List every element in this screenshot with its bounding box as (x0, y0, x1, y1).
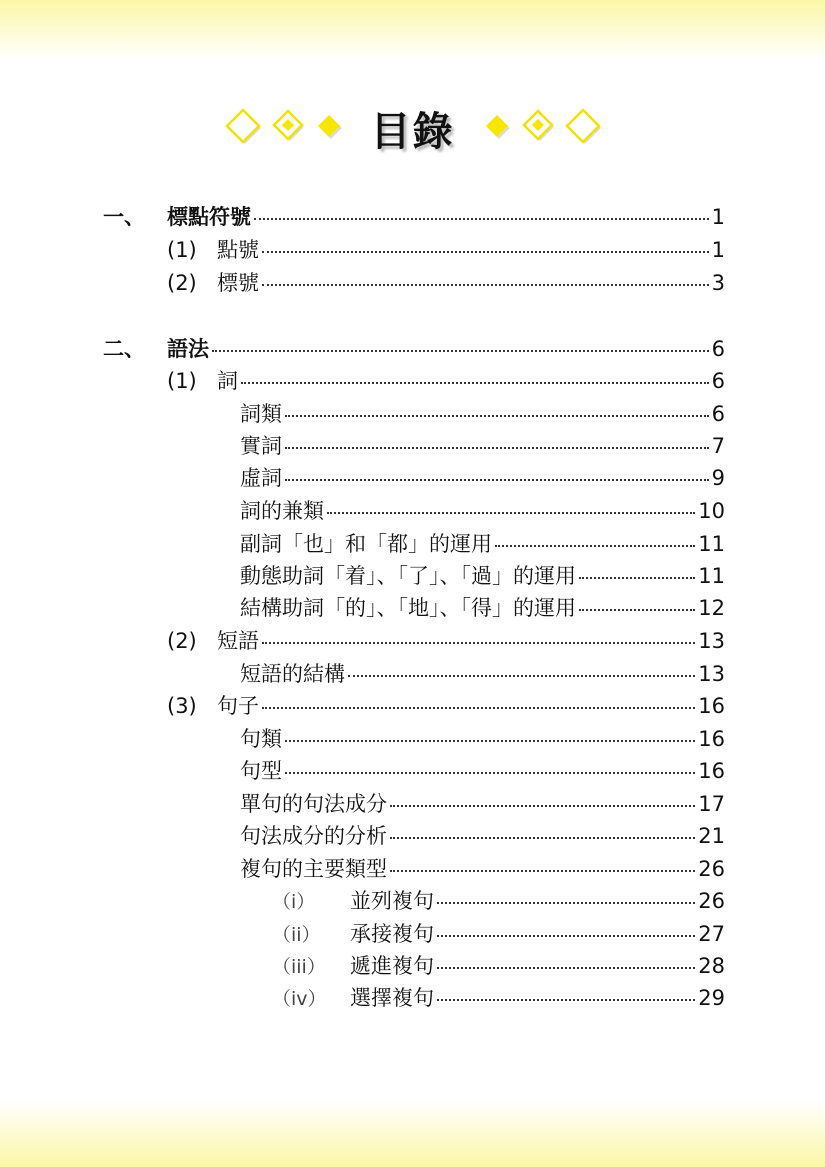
entry-title: 短語的結構 (240, 662, 345, 686)
entry-title: 短語 (217, 629, 259, 653)
dot-leader (254, 218, 709, 220)
toc-entry[interactable] (167, 627, 725, 655)
toc-entry[interactable] (240, 497, 725, 525)
page-number: 13 (698, 662, 725, 686)
page-number: 17 (698, 792, 725, 816)
dot-leader (495, 545, 695, 547)
page-number: 12 (698, 596, 725, 620)
page-number: 28 (698, 954, 725, 978)
toc-entry[interactable] (272, 984, 725, 1012)
solid-diamond-icon (313, 112, 345, 144)
entry-title: 詞類 (240, 402, 282, 426)
page-number: 6 (711, 337, 725, 361)
toc-entry[interactable] (240, 790, 725, 818)
title-bar (0, 98, 825, 158)
entry-title: 點號 (217, 238, 259, 262)
entry-title: 遞進複句 (350, 954, 434, 978)
solid-diamond-icon (481, 112, 513, 144)
entry-title: 承接複句 (350, 922, 434, 946)
entry-title: 句法成分的分析 (240, 824, 387, 848)
entry-title: 標號 (217, 271, 259, 295)
dot-leader (390, 870, 695, 872)
toc-entry[interactable] (240, 822, 725, 850)
page-number: 16 (698, 759, 725, 783)
toc-entry[interactable] (240, 855, 725, 883)
section-title: 語法 (167, 337, 209, 361)
entry-title: 虛詞 (240, 466, 282, 490)
entry-title: 動態助詞「着」、「了」、「過」的運用 (240, 564, 576, 588)
entry-title: 實詞 (240, 434, 282, 458)
entry-number: (3) (167, 694, 197, 718)
dot-leader (285, 740, 695, 742)
entry-number: （ii） (272, 924, 321, 946)
section-title: 標點符號 (167, 205, 251, 229)
entry-number: （i） (272, 891, 316, 913)
dot-leader (390, 837, 695, 839)
page-number: 1 (711, 238, 725, 262)
page-number: 27 (698, 922, 725, 946)
toc-entry[interactable] (167, 367, 725, 395)
toc-entry[interactable] (240, 725, 725, 753)
dot-leader (285, 479, 709, 481)
outline-diamond-icon (223, 108, 263, 148)
toc-entry[interactable] (272, 920, 725, 948)
page-number: 29 (698, 986, 725, 1010)
toc-entry[interactable] (272, 952, 725, 980)
entry-number: (2) (167, 271, 197, 295)
dot-leader (285, 447, 709, 449)
left-diamond-ornament (223, 108, 345, 148)
entry-title: 詞 (217, 369, 238, 393)
dot-leader (262, 707, 695, 709)
nested-diamond-icon (519, 109, 557, 147)
dot-leader (579, 609, 695, 611)
dot-leader (437, 967, 695, 969)
page-number: 10 (698, 499, 725, 523)
outline-diamond-icon (563, 108, 603, 148)
entry-title: 句型 (240, 759, 282, 783)
page-number: 1 (711, 205, 725, 229)
dot-leader (285, 415, 709, 417)
section-number: 一、 (103, 205, 145, 229)
page-number: 11 (698, 532, 725, 556)
dot-leader (262, 284, 709, 286)
entry-title: 單句的句法成分 (240, 792, 387, 816)
entry-title: 選擇複句 (350, 986, 434, 1010)
dot-leader (285, 772, 695, 774)
nested-diamond-icon (269, 109, 307, 147)
toc-entry[interactable] (240, 432, 725, 460)
entry-title: 並列複句 (350, 889, 434, 913)
entry-number: (2) (167, 629, 197, 653)
entry-title: 結構助詞「的」、「地」、「得」的運用 (240, 596, 576, 620)
dot-leader (348, 675, 695, 677)
toc-entry[interactable] (167, 692, 725, 720)
toc-entry[interactable] (240, 464, 725, 492)
entry-title: 副詞「也」和「都」的運用 (240, 532, 492, 556)
dot-leader (212, 350, 709, 352)
entry-title: 複句的主要類型 (240, 857, 387, 881)
page-title: 目錄 (370, 108, 455, 155)
entry-number: （iv） (272, 988, 327, 1010)
toc-entry[interactable] (240, 757, 725, 785)
toc-entry[interactable] (240, 530, 725, 558)
dot-leader (437, 999, 695, 1001)
page-number: 9 (711, 466, 725, 490)
section-number: 二、 (103, 337, 145, 361)
toc-section-heading[interactable] (103, 203, 725, 231)
entry-title: 詞的兼類 (240, 499, 324, 523)
page-number: 3 (711, 271, 725, 295)
page-number: 26 (698, 857, 725, 881)
toc-section-heading[interactable] (103, 335, 725, 363)
page-number: 6 (711, 402, 725, 426)
dot-leader (327, 512, 695, 514)
toc-entry[interactable] (240, 562, 725, 590)
toc-entry[interactable] (167, 236, 725, 264)
entry-number: （iii） (272, 956, 326, 978)
toc-entry[interactable] (240, 594, 725, 622)
dot-leader (241, 382, 709, 384)
page-number: 16 (698, 694, 725, 718)
entry-number: (1) (167, 369, 197, 393)
page-number: 16 (698, 727, 725, 751)
page-number: 13 (698, 629, 725, 653)
entry-title: 句類 (240, 727, 282, 751)
entry-title: 句子 (217, 694, 259, 718)
toc-entry[interactable] (240, 660, 725, 688)
toc-entry[interactable] (272, 887, 725, 915)
dot-leader (262, 251, 709, 253)
dot-leader (437, 902, 695, 904)
dot-leader (437, 935, 695, 937)
page-number: 26 (698, 889, 725, 913)
page-number: 21 (698, 824, 725, 848)
page-number: 7 (711, 434, 725, 458)
entry-number: (1) (167, 238, 197, 262)
page-number: 6 (711, 369, 725, 393)
page-number: 11 (698, 564, 725, 588)
dot-leader (262, 642, 695, 644)
toc-entry[interactable] (167, 269, 725, 297)
dot-leader (390, 805, 695, 807)
right-diamond-ornament (481, 108, 603, 148)
toc-entry[interactable] (240, 400, 725, 428)
dot-leader (579, 577, 695, 579)
